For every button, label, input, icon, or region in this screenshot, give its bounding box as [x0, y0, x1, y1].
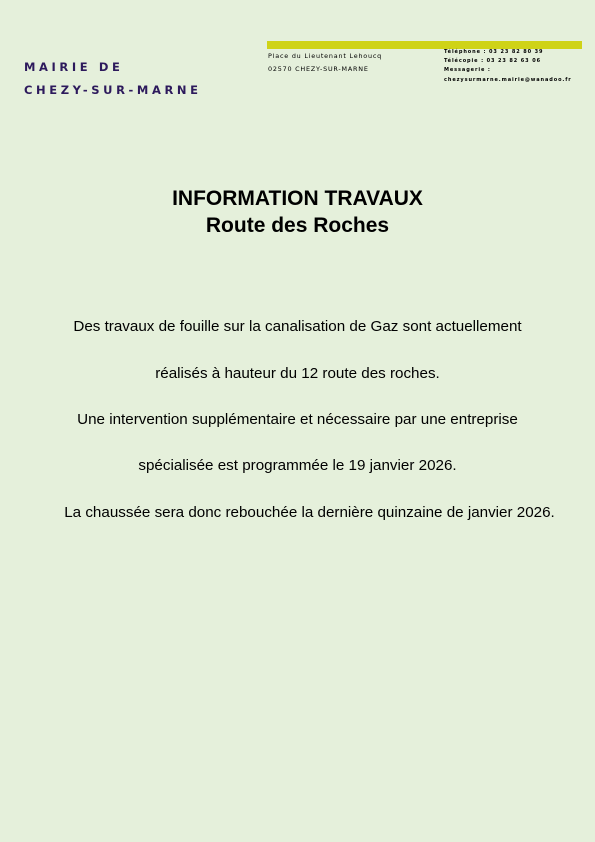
body-line-3: Une intervention supplémentaire et nécessaire par une entreprise [77, 411, 518, 428]
postal-address [268, 50, 382, 76]
mairie-name [24, 56, 202, 102]
body-line-1: Des travaux de fouille sur la canalisation de Gaz sont actuellement [73, 318, 522, 335]
notice-title-main: INFORMATION TRAVAUX [172, 187, 423, 210]
notice-title [0, 185, 595, 239]
notice-title-sub: Route des Roches [205, 214, 390, 237]
contact-email[interactable]: chezysurmarne.mairie@wanadoo.fr [444, 76, 572, 83]
mairie-name-line1: MAIRIE DE [24, 60, 124, 74]
contact-details [444, 48, 572, 85]
body-line-5: La chaussée sera donc rebouchée la dernière quinzaine de janvier 2026. [64, 504, 555, 521]
mairie-name-line2: CHEZY-SUR-MARNE [24, 83, 202, 97]
address-street: Place du Lieutenant Lehoucq [268, 52, 383, 60]
body-line-4: spécialisée est programmée le 19 janvier 2026. [138, 457, 457, 474]
address-city: 02570 CHEZY-SUR-MARNE [268, 65, 369, 73]
contact-fax: Télécopie : 03 23 82 63 06 [444, 58, 541, 65]
body-line-2: réalisés à hauteur du 12 route des roches. [155, 365, 440, 382]
contact-phone: Téléphone : 03 23 82 80 39 [444, 49, 544, 55]
contact-email-label: Messagerie : [444, 67, 491, 74]
